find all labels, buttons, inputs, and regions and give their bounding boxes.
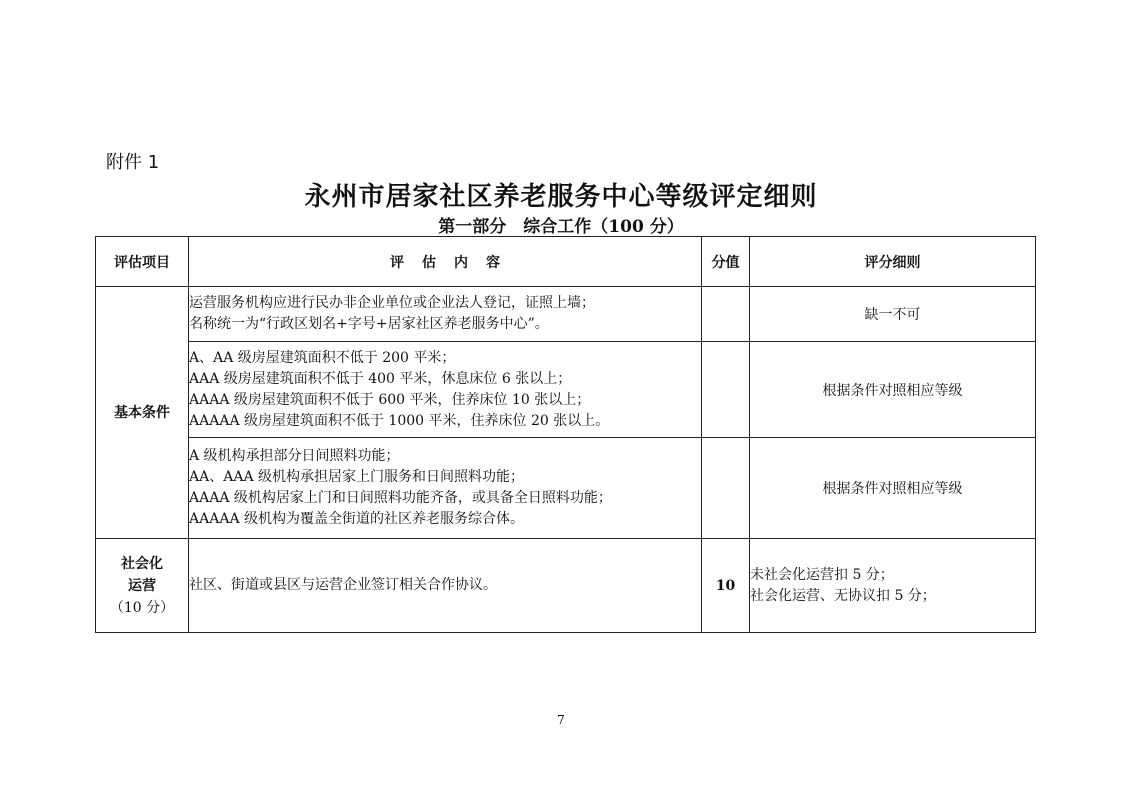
header-item: 评估项目 bbox=[96, 237, 189, 287]
content-line: AAAA 级房屋建筑面积不低于 600 平米，住养床位 10 张以上； bbox=[189, 391, 591, 408]
score-cell bbox=[702, 342, 750, 438]
header-content-label: 评估内容 bbox=[390, 254, 518, 271]
table-row bbox=[96, 539, 1036, 633]
attachment-label: 附件 1 bbox=[106, 152, 160, 173]
score-cell bbox=[702, 287, 750, 342]
score-cell: 10 bbox=[702, 539, 750, 633]
rule-line: 社会化运营、无协议扣 5 分； bbox=[750, 587, 936, 604]
content-line: AAAAA 级房屋建筑面积不低于 1000 平米，住养床位 20 张以上。 bbox=[189, 412, 610, 429]
content-cell: 社区、街道或县区与运营企业签订相关合作协议。 bbox=[189, 539, 702, 633]
category-social-note: （10 分） bbox=[109, 599, 175, 616]
rule-cell: 根据条件对照相应等级 bbox=[750, 438, 1036, 539]
content-cell bbox=[189, 438, 702, 539]
category-social-line2: 运营 bbox=[128, 577, 156, 594]
table-header-row bbox=[96, 237, 1036, 287]
table-row bbox=[96, 342, 1036, 438]
content-line: AAAAA 级机构为覆盖全街道的社区养老服务综合体。 bbox=[189, 511, 525, 527]
category-social bbox=[96, 539, 189, 633]
header-rules: 评分细则 bbox=[750, 237, 1036, 287]
document-subtitle: 第一部分 综合工作（100 分） bbox=[438, 217, 684, 237]
header-score: 分值 bbox=[702, 237, 750, 287]
page-number: 7 bbox=[557, 713, 565, 727]
evaluation-table bbox=[95, 236, 1036, 633]
content-line: A 级机构承担部分日间照料功能； bbox=[189, 448, 400, 464]
content-line: 名称统一为“行政区划名+字号+居家社区养老服务中心”。 bbox=[189, 316, 549, 332]
content-line: AA、AAA 级机构承担居家上门服务和日间照料功能； bbox=[189, 469, 525, 485]
category-basic: 基本条件 bbox=[96, 287, 189, 539]
rule-line: 未社会化运营扣 5 分； bbox=[750, 566, 894, 583]
content-line: AAAA 级机构居家上门和日间照料功能齐备，或具备全日照料功能； bbox=[189, 490, 612, 506]
rule-cell bbox=[750, 539, 1036, 633]
content-cell bbox=[189, 287, 702, 342]
content-line: 运营服务机构应进行民办非企业单位或企业法人登记，证照上墙； bbox=[189, 295, 595, 311]
document-title: 永州市居家社区养老服务中心等级评定细则 bbox=[304, 182, 818, 212]
table-row bbox=[96, 438, 1036, 539]
content-line: A、AA 级房屋建筑面积不低于 200 平米； bbox=[189, 349, 456, 366]
table-row bbox=[96, 287, 1036, 342]
content-line: AAA 级房屋建筑面积不低于 400 平米，休息床位 6 张以上； bbox=[189, 370, 572, 387]
content-cell bbox=[189, 342, 702, 438]
rule-cell: 缺一不可 bbox=[750, 287, 1036, 342]
header-content bbox=[189, 237, 702, 287]
category-social-line1: 社会化 bbox=[121, 555, 163, 572]
score-cell bbox=[702, 438, 750, 539]
rule-cell: 根据条件对照相应等级 bbox=[750, 342, 1036, 438]
